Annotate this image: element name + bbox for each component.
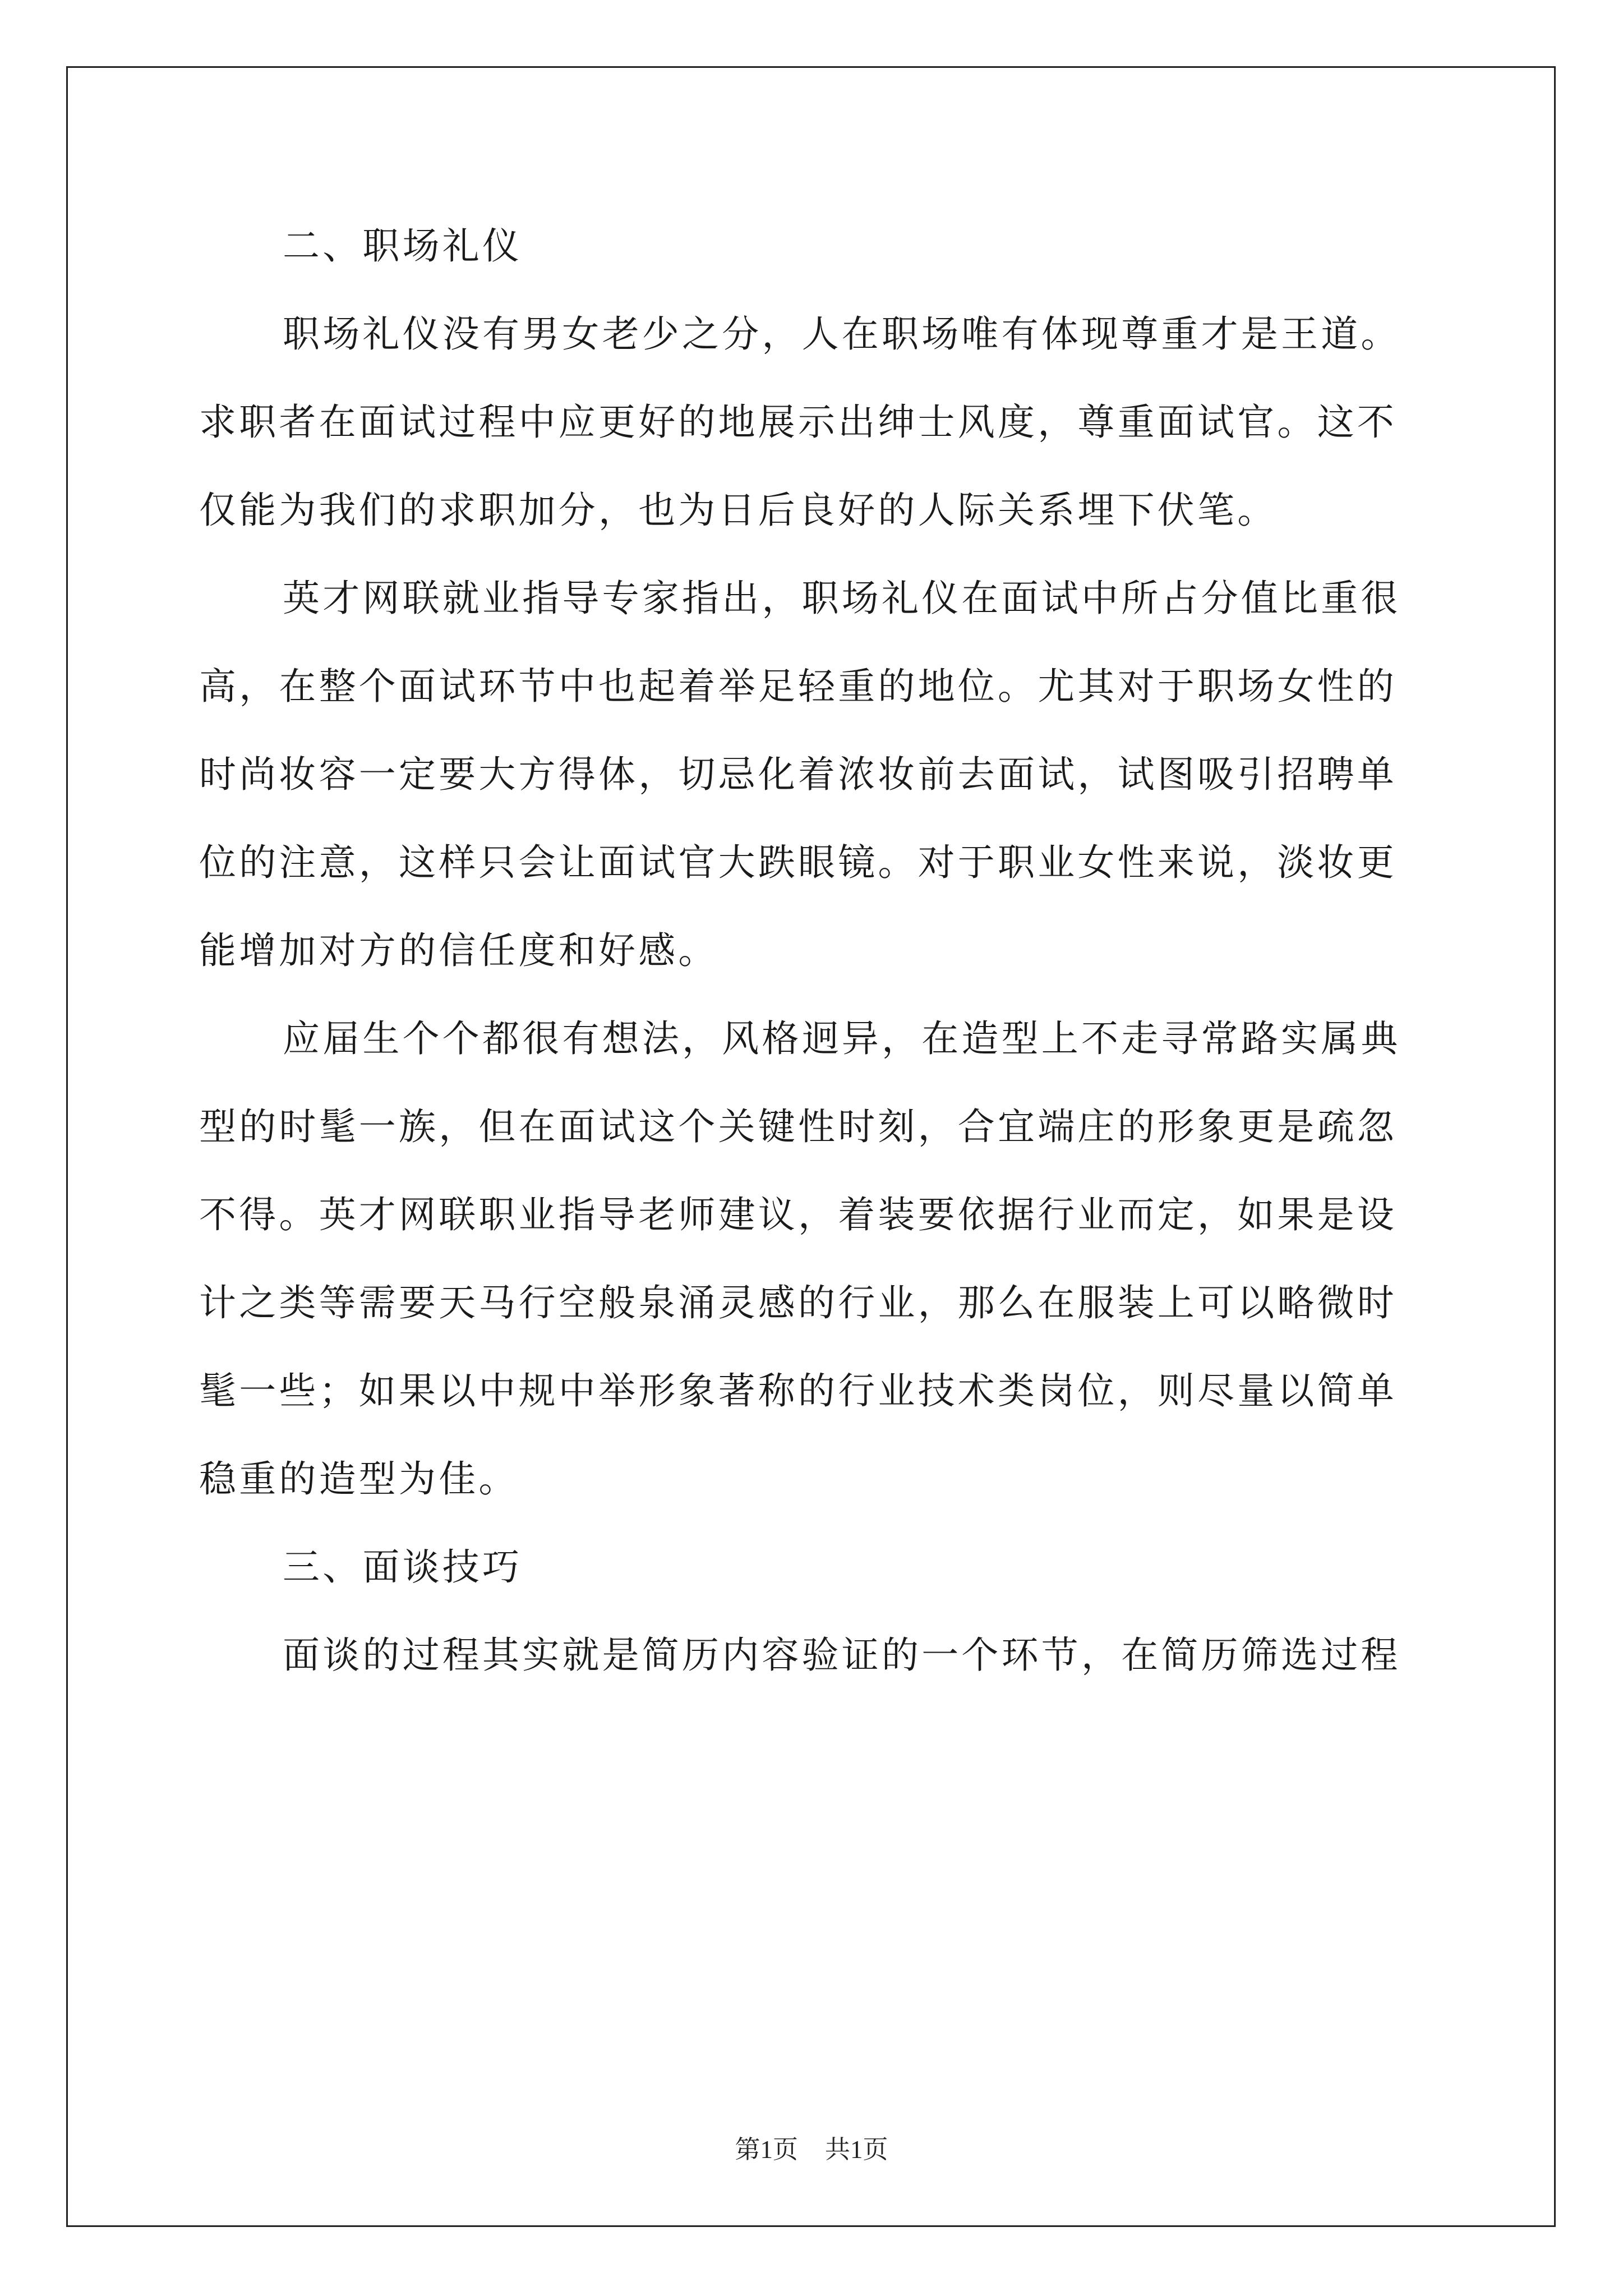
paragraph-line: 面谈的过程其实就是简历内容验证的一个环节，在简历筛选过程: [283, 1634, 1401, 1677]
paragraph-line: 计之类等需要天马行空般泉涌灵感的行业，那么在服装上可以略微时: [199, 1281, 1397, 1324]
paragraph-line: 职场礼仪没有男女老少之分，人在职场唯有体现尊重才是王道。: [283, 312, 1401, 356]
document-body: [199, 202, 1433, 1699]
paragraph-line: 仅能为我们的求职加分，也为日后良好的人际关系埋下伏笔。: [199, 489, 1278, 532]
paragraph-line: 型的时髦一族，但在面试这个关键性时刻，合宜端庄的形象更是疏忽: [199, 1105, 1397, 1148]
paragraph-line: 求职者在面试过程中应更好的地展示出绅士风度，尊重面试官。这不: [199, 401, 1397, 444]
paragraph-line: 应届生个个都很有想法，风格迥异，在造型上不走寻常路实属典: [283, 1017, 1401, 1060]
paragraph-line: 髦一些；如果以中规中举形象著称的行业技术类岗位，则尽量以简单: [199, 1369, 1397, 1412]
page-total: 共1页: [825, 2136, 888, 2164]
paragraph-line: 位的注意，这样只会让面试官大跌眼镜。对于职业女性来说，淡妆更: [199, 841, 1397, 884]
paragraph-line: 高，在整个面试环节中也起着举足轻重的地位。尤其对于职场女性的: [199, 665, 1397, 708]
page-number: 第1页: [735, 2136, 798, 2164]
page-footer: [0, 2129, 1623, 2165]
paragraph-line: 能增加对方的信任度和好感。: [199, 929, 718, 972]
paragraph-line: 时尚妆容一定要大方得体，切忌化着浓妆前去面试，试图吸引招聘单: [199, 753, 1397, 796]
section-heading: 二、职场礼仪: [283, 224, 523, 268]
paragraph-line: 稳重的造型为佳。: [199, 1457, 519, 1501]
paragraph-line: 不得。英才网联职业指导老师建议，着装要依据行业而定，如果是设: [199, 1193, 1397, 1236]
section-heading: 三、面谈技巧: [283, 1545, 523, 1589]
paragraph-line: 英才网联就业指导专家指出，职场礼仪在面试中所占分值比重很: [283, 577, 1401, 620]
